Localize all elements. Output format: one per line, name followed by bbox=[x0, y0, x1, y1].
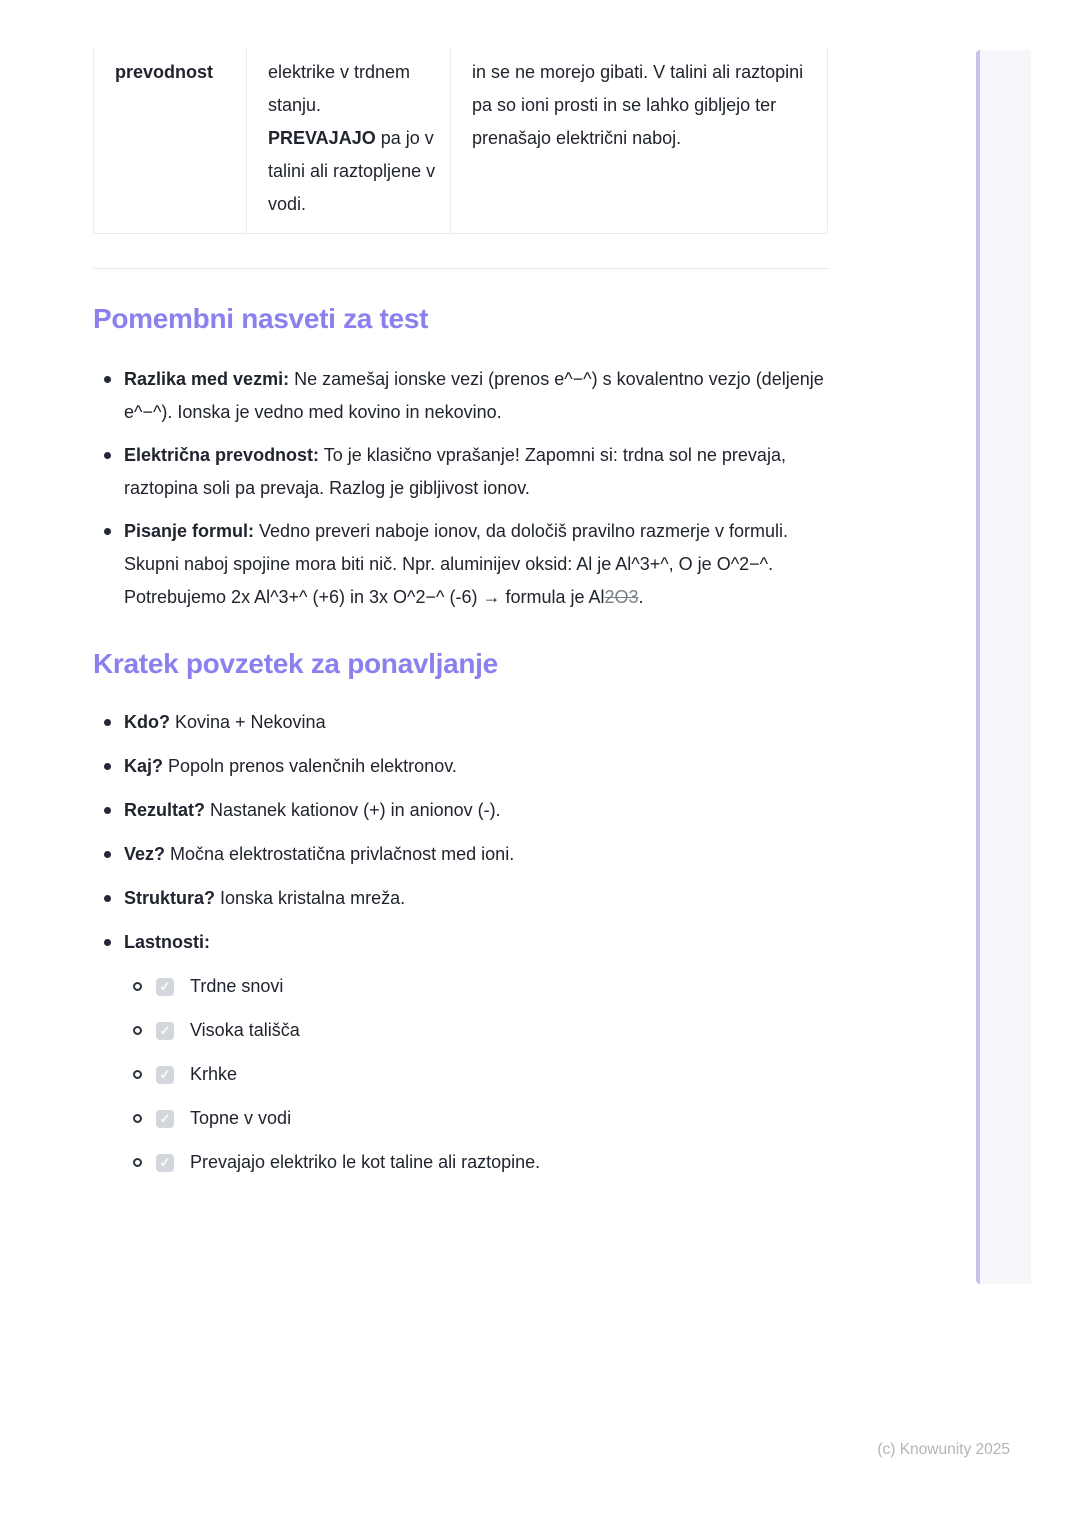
list-item-lead: Rezultat? bbox=[124, 800, 205, 820]
checklist-item-label: Prevajajo elektriko le kot taline ali raztopine. bbox=[190, 1152, 541, 1172]
list-item-lead: Kaj? bbox=[124, 756, 164, 776]
list-item-text: Ionska kristalna mreža. bbox=[215, 888, 406, 908]
list-item-lead: Razlika med vezmi: bbox=[124, 369, 290, 389]
list-item bbox=[93, 439, 828, 505]
checked-checkbox-icon: ✓ bbox=[156, 1022, 174, 1040]
circle-bullet-icon bbox=[133, 1158, 142, 1167]
checklist-item-label: Trdne snovi bbox=[190, 976, 284, 996]
bullet-icon bbox=[104, 528, 111, 535]
tips-list bbox=[93, 363, 828, 614]
list-item-text: Popoln prenos valenčnih elektronov. bbox=[163, 756, 457, 776]
list-item bbox=[93, 838, 828, 871]
cell-text: elektrike v trdnem stanju. bbox=[268, 62, 411, 115]
tips-section-title: Pomembni nasveti za test bbox=[93, 303, 429, 334]
summary-section-title: Kratek povzetek za ponavljanje bbox=[93, 648, 498, 679]
properties-checklist bbox=[93, 970, 828, 1179]
list-item bbox=[93, 794, 828, 827]
list-item bbox=[93, 706, 828, 739]
list-item-lead: Lastnosti: bbox=[124, 932, 211, 952]
checklist-item bbox=[93, 1058, 828, 1091]
copyright-footer: (c) Knowunity 2025 bbox=[877, 1441, 1010, 1458]
checklist-item-label: Topne v vodi bbox=[190, 1108, 292, 1128]
checklist-item bbox=[93, 1014, 828, 1047]
list-item-text: Ne zamešaj ionske vezi (prenos e^−^) s kovalentno vezjo (deljenje e^−^). Ionska je vedno med kovino in nekovino. bbox=[124, 369, 824, 422]
list-item-lead: Pisanje formul: bbox=[124, 521, 255, 541]
checklist-item bbox=[93, 1102, 828, 1135]
list-item bbox=[93, 926, 828, 959]
list-item-text: Kovina + Nekovina bbox=[169, 712, 326, 732]
list-item bbox=[93, 515, 828, 614]
bullet-icon bbox=[104, 376, 111, 383]
page-content bbox=[93, 0, 828, 1190]
bullet-icon bbox=[104, 851, 111, 858]
list-item-text: To je klasično vprašanje! Zapomni si: trdna sol ne prevaja, raztopina soli pa prevaja. Razlog je gibljivost ionov. bbox=[124, 445, 786, 498]
list-item bbox=[93, 750, 828, 783]
bullet-icon bbox=[104, 763, 111, 770]
list-item-lead: Vez? bbox=[124, 844, 166, 864]
circle-bullet-icon bbox=[133, 1070, 142, 1079]
circle-bullet-icon bbox=[133, 1026, 142, 1035]
properties-table-row bbox=[93, 48, 828, 234]
bullet-icon bbox=[104, 939, 111, 946]
cell-text: in se ne morejo gibati. V talini ali raztopini pa so ioni prosti in se lahko gibljejo ter prenašajo električni naboj. bbox=[472, 62, 804, 148]
list-item bbox=[93, 882, 828, 915]
summary-list bbox=[93, 706, 828, 959]
bullet-icon bbox=[104, 807, 111, 814]
bullet-icon bbox=[104, 452, 111, 459]
cell-text: pa jo v talini ali raztopljene v vodi. bbox=[268, 128, 436, 214]
list-item bbox=[93, 363, 828, 429]
checked-checkbox-icon: ✓ bbox=[156, 1154, 174, 1172]
list-item-text: Vedno preveri naboje ionov, da določiš pravilno razmerje v formuli. Skupni naboj spojine mora biti nič. Npr. aluminijev oksid: Al je Al^3+^, O je O^2−^. Potrebujemo 2x Al^3+^ (+6) in 3x O^2−^ (-6) → formula je Al bbox=[124, 521, 788, 607]
checklist-item-label: Krhke bbox=[190, 1064, 238, 1084]
checklist-item bbox=[93, 970, 828, 1003]
circle-bullet-icon bbox=[133, 1114, 142, 1123]
list-item-text: . bbox=[638, 587, 644, 607]
list-item-lead: Kdo? bbox=[124, 712, 170, 732]
checked-checkbox-icon: ✓ bbox=[156, 978, 174, 996]
cell-text-bold: PREVAJAJO bbox=[268, 128, 376, 148]
checklist-item bbox=[93, 1146, 828, 1179]
circle-bullet-icon bbox=[133, 982, 142, 991]
right-side-panel bbox=[976, 50, 1031, 1284]
table-cell-explanation bbox=[451, 48, 827, 233]
checklist-item-label: Visoka tališča bbox=[190, 1020, 300, 1040]
list-item-lead: Električna prevodnost: bbox=[124, 445, 320, 465]
strikethrough-text: 2O3 bbox=[604, 587, 639, 607]
table-cell-property bbox=[94, 48, 247, 233]
table-cell-solid-state bbox=[247, 48, 451, 233]
list-item-lead: Struktura? bbox=[124, 888, 216, 908]
checked-checkbox-icon: ✓ bbox=[156, 1066, 174, 1084]
checked-checkbox-icon: ✓ bbox=[156, 1110, 174, 1128]
bullet-icon bbox=[104, 895, 111, 902]
bullet-icon bbox=[104, 719, 111, 726]
list-item-text: Močna elektrostatična privlačnost med ioni. bbox=[165, 844, 515, 864]
list-item-text: Nastanek kationov (+) in anionov (-). bbox=[205, 800, 501, 820]
section-divider bbox=[93, 268, 828, 269]
property-label: prevodnost bbox=[115, 62, 214, 82]
